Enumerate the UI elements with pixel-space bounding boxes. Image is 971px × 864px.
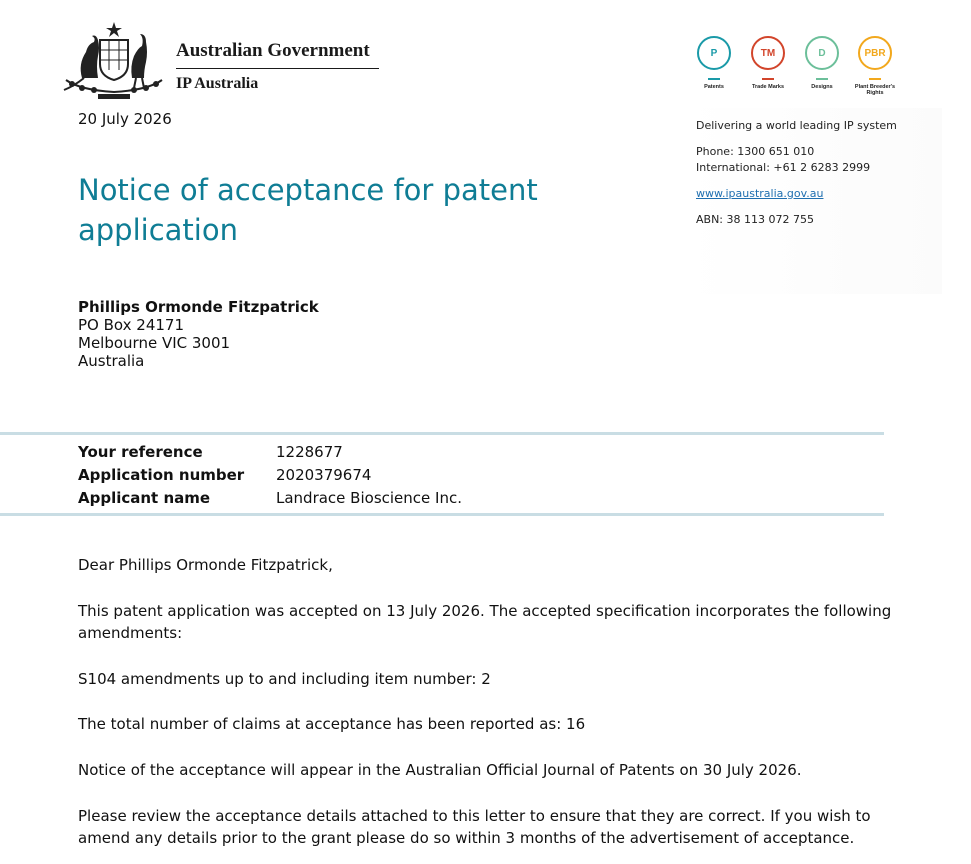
designs-badge: D (805, 36, 839, 70)
salutation: Dear Phillips Ormonde Fitzpatrick, (78, 556, 333, 574)
contact-panel (684, 108, 942, 294)
patents-badge: P (697, 36, 731, 70)
your-reference-label: Your reference (78, 443, 203, 461)
pbr-dash (869, 78, 881, 80)
acceptance-paragraph: This patent application was accepted on 13 July 2026. The accepted specification incorporates the following amendments: (78, 602, 892, 642)
recipient-name: Phillips Ormonde Fitzpatrick (78, 298, 319, 316)
phone-number: Phone: 1300 651 010 (696, 145, 815, 158)
trade-marks-badge: TM (751, 36, 785, 70)
website-link[interactable]: www.ipaustralia.gov.au (696, 187, 824, 200)
applicant-name-label: Applicant name (78, 489, 211, 507)
reference-bottom-divider (0, 513, 884, 516)
amendments-paragraph: S104 amendments up to and including item number: 2 (78, 670, 491, 688)
reference-top-divider (0, 432, 884, 435)
agency-name: IP Australia (176, 75, 259, 92)
letter-date: 20 July 2026 (78, 110, 172, 128)
abn-number: ABN: 38 113 072 755 (696, 213, 814, 226)
trade-marks-icon (740, 36, 796, 90)
recipient-address (78, 298, 319, 370)
page-title: Notice of acceptance for patent application (78, 173, 538, 247)
coat-of-arms-icon (60, 20, 168, 100)
government-title: Australian Government (176, 40, 370, 61)
review-paragraph: Please review the acceptance details attached to this letter to ensure that they are correct. If you wish to amend any details prior to the grant please do so within 3 months of the advertisement of acceptance. (78, 807, 871, 847)
ip-rights-icons (686, 36, 906, 112)
designs-label: Designs (811, 84, 833, 90)
australian-government-logo (60, 18, 390, 102)
plant-breeders-rights-icon (847, 36, 903, 96)
patents-dash (708, 78, 720, 80)
applicant-name-value: Landrace Bioscience Inc. (276, 489, 462, 507)
international-phone: International: +61 2 6283 2999 (696, 161, 871, 174)
application-number-label: Application number (78, 466, 245, 484)
your-reference-value: 1228677 (276, 443, 343, 461)
pbr-badge: PBR (858, 36, 892, 70)
address-line-1: PO Box 24171 (78, 316, 184, 334)
patents-label: Patents (704, 84, 724, 90)
logo-divider (176, 68, 379, 69)
tagline: Delivering a world leading IP system (696, 119, 897, 132)
address-line-3: Australia (78, 352, 145, 370)
trade-marks-dash (762, 78, 774, 80)
designs-dash (816, 78, 828, 80)
designs-icon (794, 36, 850, 90)
patents-icon (686, 36, 742, 90)
trade-marks-label: Trade Marks (751, 84, 785, 90)
application-number-value: 2020379674 (276, 466, 372, 484)
journal-paragraph: Notice of the acceptance will appear in the Australian Official Journal of Patents on 30 July 2026. (78, 761, 802, 779)
address-line-2: Melbourne VIC 3001 (78, 334, 231, 352)
claims-paragraph: The total number of claims at acceptance has been reported as: 16 (78, 715, 586, 733)
pbr-label: Plant Breeder's Rights (854, 84, 896, 96)
